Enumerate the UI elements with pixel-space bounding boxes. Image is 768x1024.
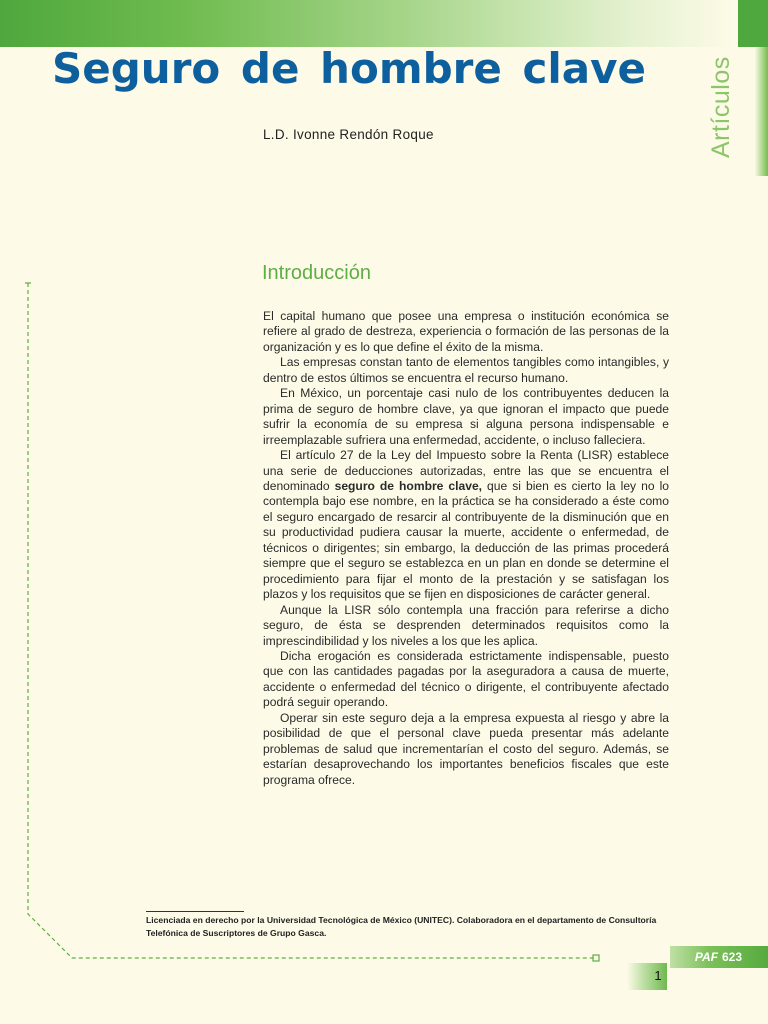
- author-footnote: Licenciada en derecho por la Universidad Tecnológica de México (UNITEC). Colaboradora en el departamento de Consultoría Telefónica de Suscriptores de Grupo Gasca.: [146, 915, 657, 938]
- paragraph: Dicha erogación es considerada estrictamente indispensable, puesto que con las cantidades pagadas por la aseguradora a causa de muerte, accidente o enfermedad del técnico o dirigente, el contribuyente afectado podrá seguir operando.: [263, 648, 669, 710]
- paragraph-text: que si bien es cierto la ley no lo contempla bajo ese nombre, en la práctica se ha considerado a éste como el seguro encargado de resarcir al contribuyente de la disminución que en su productividad pudiera causar la muerte, accidente o enfermedad, de técnicos o dirigentes; sin embargo, la deducción de las primas procederá siempre que el seguro se establezca en un plan en donde se determine el procedimiento para fijar el monto de la prestación y se satisfagan los plazos y los requisitos que se fijen en disposiciones de carácter general.: [263, 478, 669, 602]
- paragraph-text: El artículo 27 de la Ley del Impuesto sobre la Renta (LISR) establece una serie de deducciones autorizadas, entre las que se encuentra el denominado: [263, 448, 669, 493]
- article-body: [263, 309, 669, 788]
- issue-number: 623: [721, 950, 742, 964]
- section-label-text: Artículos: [707, 56, 735, 158]
- article-author: L.D. Ivonne Rendón Roque: [263, 127, 434, 142]
- paragraph: [263, 448, 669, 603]
- publication-name: PAF: [694, 950, 718, 964]
- highlighted-term: seguro de hombre clave,: [334, 478, 483, 493]
- section-heading: Introducción: [262, 262, 371, 284]
- paragraph: Operar sin este seguro deja a la empresa expuesta al riesgo y abre la posibilidad de que el personal clave pueda presentar más adelante problemas de salud que incrementarían el costo del seguro. Además, se estarían desaprovechando los importantes beneficios fiscales que este programa ofrece.: [263, 710, 669, 787]
- paragraph: Las empresas constan tanto de elementos tangibles como intangibles, y dentro de estos últimos se encuentra el recurso humano.: [263, 355, 669, 385]
- paragraph: El capital humano que posee una empresa o institución económica se refiere al grado de destreza, experiencia o formación de las personas de la organización y es lo que define el éxito de la misma.: [263, 309, 669, 354]
- paragraph: Aunque la LISR sólo contempla una fracción para referirse a dicho seguro, de ésta se desprenden determinados requisitos como la imprescindibilidad y los niveles a los que les aplica.: [263, 602, 669, 648]
- page-number: 1: [654, 968, 662, 983]
- paragraph: En México, un porcentaje casi nulo de los contribuyentes deducen la prima de seguro de hombre clave, ya que ignoran el impacto que puede sufrir la economía de su empresa si alguna persona indispensable e irreemplazable sufriera una enfermedad, accidente, o incluso falleciera.: [263, 386, 669, 447]
- article-title: Seguro de hombre clave: [52, 44, 646, 93]
- footnote-divider: [146, 911, 244, 912]
- publication-badge: [670, 946, 768, 968]
